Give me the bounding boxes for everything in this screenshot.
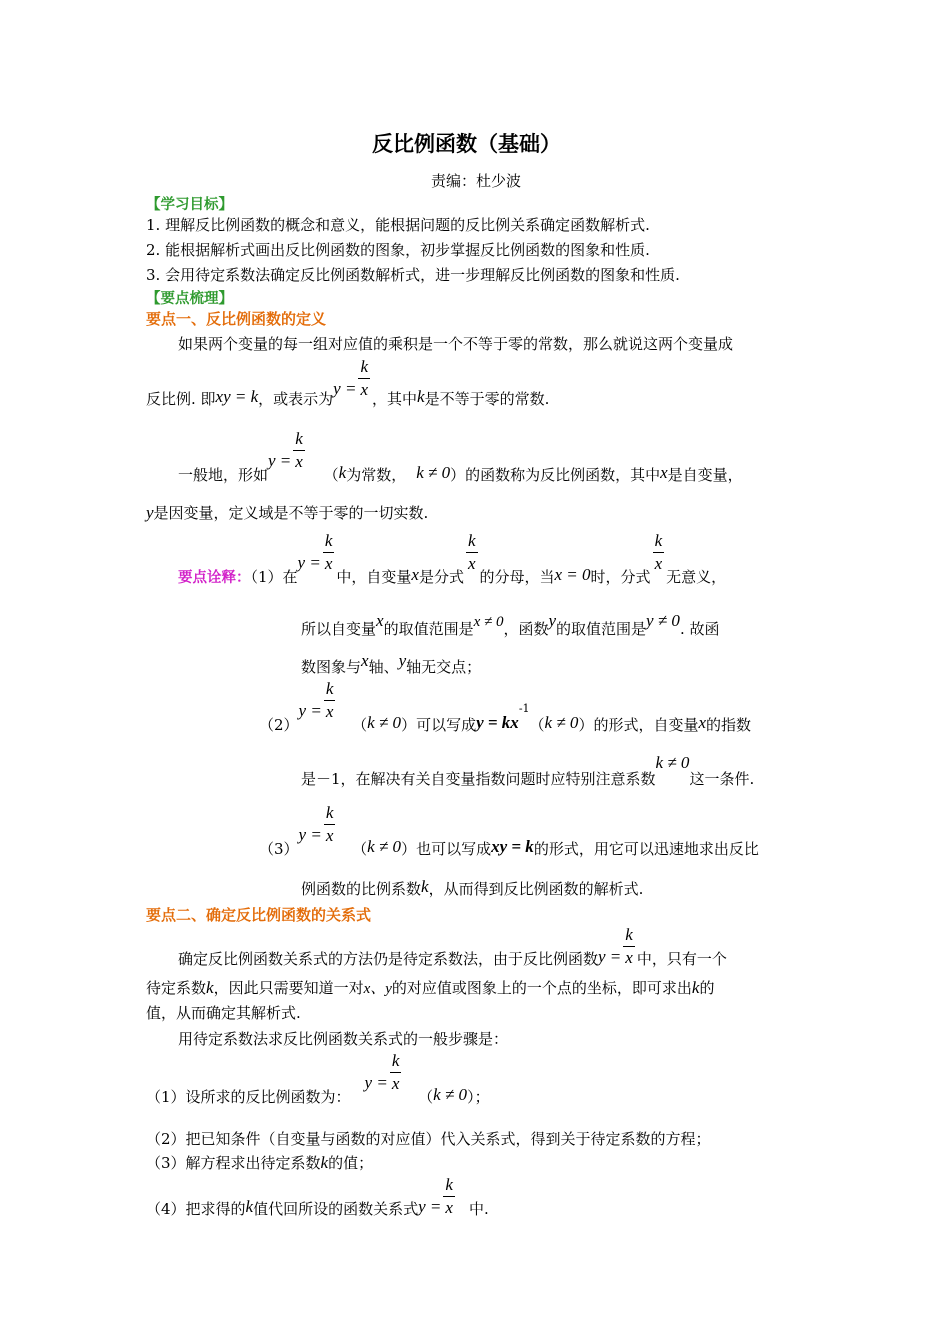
note-2-line1: （2）y = $\frac{k}{x}$ （k ≠ 0）可以写成$y = kx^{-1}(k \ne 0)$的形式，自变量x的指数 (259, 679, 752, 734)
general-form-line: 一般地，形如y = $\frac{k}{x}$ （k为常数， k ≠ 0）的函数称为反比例函数，其中x是自变量， (178, 429, 743, 484)
note-3-line1: （3）y = $\frac{k}{x}$ （k ≠ 0）也可以写成xy = k的形式，用它可以迅速地求出反比 (259, 803, 759, 858)
note-2-line2: 是－1，在解决有关自变量指数问题时应特别注意系数k ≠ 0这一条件. (301, 753, 755, 788)
fraction-k-over-x: $\frac{k}{x}$ (325, 679, 334, 721)
objective-item: 1. 理解反比例函数的概念和意义，能根据问题的反比例关系确定函数解析式. (146, 216, 650, 234)
kp2-line3: 值，从而确定其解析式. (146, 1004, 301, 1022)
section-heading-definition: 要点一、反比例函数的定义 (146, 310, 327, 328)
definition-paragraph: 如果两个变量的每一组对应值的乘积是一个不等于零的常数，那么就说这两个变量成 (178, 335, 734, 353)
page-title: 反比例函数（基础） (372, 132, 561, 156)
fraction-k-over-x: $\frac{k}{x}$ (295, 429, 303, 471)
note-1-line2: 所以自变量x的取值范围是x ≠ 0，函数y的取值范围是y ≠ 0. 故函 (301, 611, 720, 638)
fraction-k-over-x: $\frac{k}{x}$ (467, 531, 476, 573)
fraction-k-over-x: $\frac{k}{x}$ (324, 531, 333, 573)
fraction-k-over-x: $\frac{k}{x}$ (445, 1175, 453, 1217)
step-3: （3）解方程求出待定系数k的值； (146, 1153, 374, 1172)
kp2-line1: 确定反比例函数关系式的方法仍是待定系数法，由于反比例函数y = $\frac{k}{x}$ 中，只有一个 (178, 925, 727, 968)
key-points-heading: 【要点梳理】 (146, 291, 233, 307)
kp2-line2: 待定系数k，因此只需要知道一对x、y的对应值或图象上的一个点的坐标，即可求出k的 (146, 978, 715, 997)
objective-item: 3. 会用待定系数法确定反比例函数解析式，进一步理解反比例函数的图象和性质. (146, 266, 680, 284)
note-1-line3: 数图象与x轴、y轴无交点； (301, 651, 482, 676)
fraction-k-over-x: $\frac{k}{x}$ (325, 803, 334, 845)
dependent-var-line: y是因变量，定义域是不等于零的一切实数. (146, 503, 429, 522)
note-3-line2: 例函数的比例系数k，从而得到反比例函数的解析式. (301, 877, 644, 898)
section-heading-determine: 要点二、确定反比例函数的关系式 (146, 906, 372, 924)
fraction-k-over-x: $\frac{k}{x}$ (391, 1051, 400, 1093)
objective-item: 2. 能根据解析式画出反比例函数的图象，初步掌握反比例函数的图象和性质. (146, 241, 650, 259)
step-4: （4）把求得的k值代回所设的函数关系式y = $\frac{k}{x}$ 中. (146, 1175, 489, 1218)
step-1: （1）设所求的反比例函数为：y = $\frac{k}{x}$ （k ≠ 0）； (146, 1051, 490, 1106)
kp2-line4: 用待定系数法求反比例函数关系式的一般步骤是： (178, 1030, 509, 1048)
definition-line: 反比例. 即xy = k，或表示为y = $\frac{k}{x}$ ，其中k是不等于零的常数. (146, 357, 550, 408)
step-2: （2）把已知条件（自变量与函数的对应值）代入关系式，得到关于待定系数的方程； (146, 1130, 711, 1148)
fraction-k-over-x: $\frac{k}{x}$ (625, 925, 633, 967)
fraction-k-over-x: $\frac{k}{x}$ (360, 357, 368, 399)
objectives-heading: 【学习目标】 (146, 197, 233, 213)
note-1-line1: 要点诠释：（1）在y = $\frac{k}{x}$ 中，自变量x是分式 $\frac{k}{x}$ 的分母，当x = 0时，分式 $\frac{k}{x}$ 无意义， (178, 531, 727, 586)
editor-credit: 责编：杜少波 (431, 172, 522, 190)
fraction-k-over-x: $\frac{k}{x}$ (654, 531, 663, 573)
